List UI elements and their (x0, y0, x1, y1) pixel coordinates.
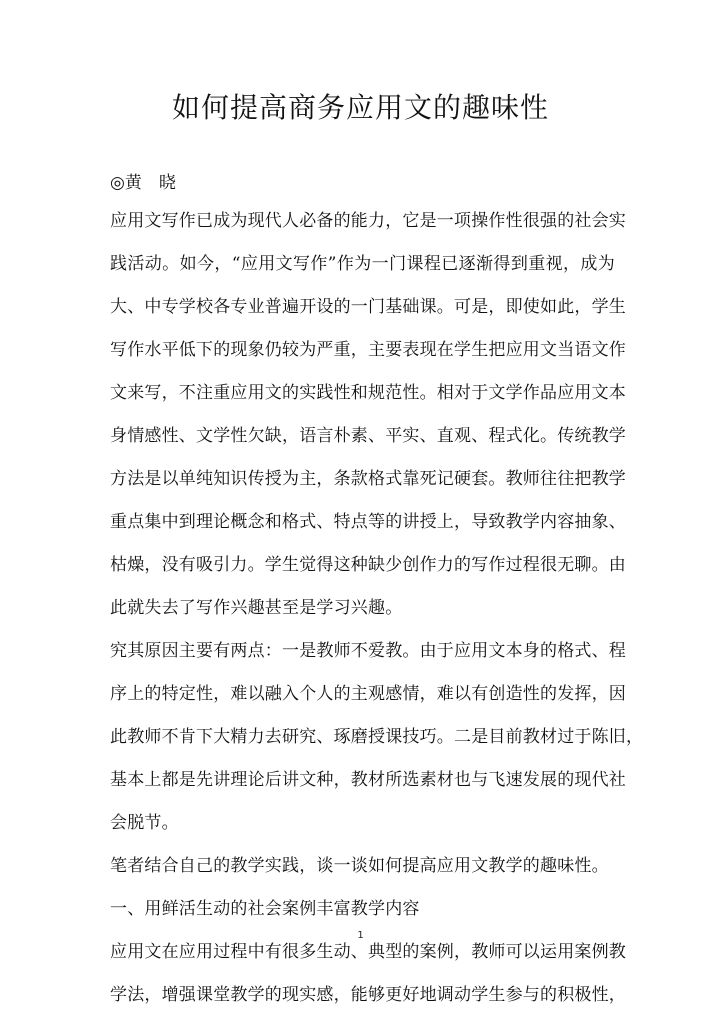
text-line: 践活动。如今，“应用文写作”作为一门课程已逐渐得到重视，成为 (110, 254, 615, 274)
text-line: 此就失去了写作兴趣甚至是学习兴趣。 (110, 598, 403, 618)
text-line: 序上的特定性，难以融入个人的主观感情，难以有创造性的发挥，因 (110, 684, 626, 704)
text-line: 重点集中到理论概念和格式、特点等的讲授上，导致教学内容抽象、 (110, 512, 626, 532)
text-line: 笔者结合自己的教学实践，谈一谈如何提高应用文教学的趣味性。 (110, 856, 609, 876)
text-line: 究其原因主要有两点：一是教师不爱教。由于应用文本身的格式、程 (110, 641, 626, 661)
text-line: 方法是以单纯知识传授为主，条款格式靠死记硬套。教师往往把教学 (110, 469, 626, 489)
text-line: 基本上都是先讲理论后讲文种，教材所选素材也与飞速发展的现代社 (110, 770, 626, 790)
author-byline: ◎黄 晓 (110, 173, 176, 193)
page-number: 1 (357, 930, 364, 941)
text-line: 会脱节。 (110, 813, 179, 833)
text-line: 应用文写作已成为现代人必备的能力，它是一项操作性很强的社会实 (110, 211, 626, 231)
text-line: 写作水平低下的现象仍较为严重，主要表现在学生把应用文当语文作 (110, 340, 626, 360)
section-heading: 一、用鲜活生动的社会案例丰富教学内容 (110, 899, 420, 919)
document-body (110, 200, 644, 1017)
text-line: 学法，增强课堂教学的现实感，能够更好地调动学生参与的积极性， (110, 985, 626, 1005)
text-line: 枯燥，没有吸引力。学生觉得这种缺少创作力的写作过程很无聊。由 (110, 555, 626, 575)
text-line: 身情感性、文学性欠缺，语言朴素、平实、直观、程式化。传统教学 (110, 426, 626, 446)
document-title: 如何提高商务应用文的趣味性 (171, 91, 549, 124)
text-line: 应用文在应用过程中有很多生动、典型的案例，教师可以运用案例教 (110, 942, 626, 962)
text-line: 此教师不肯下大精力去研究、琢磨授课技巧。二是目前教材过于陈旧， (110, 727, 644, 747)
text-line: 文来写，不注重应用文的实践性和规范性。相对于文学作品应用文本 (110, 383, 626, 403)
text-line: 大、中专学校各专业普遍开设的一门基础课。可是，即使如此，学生 (110, 297, 626, 317)
